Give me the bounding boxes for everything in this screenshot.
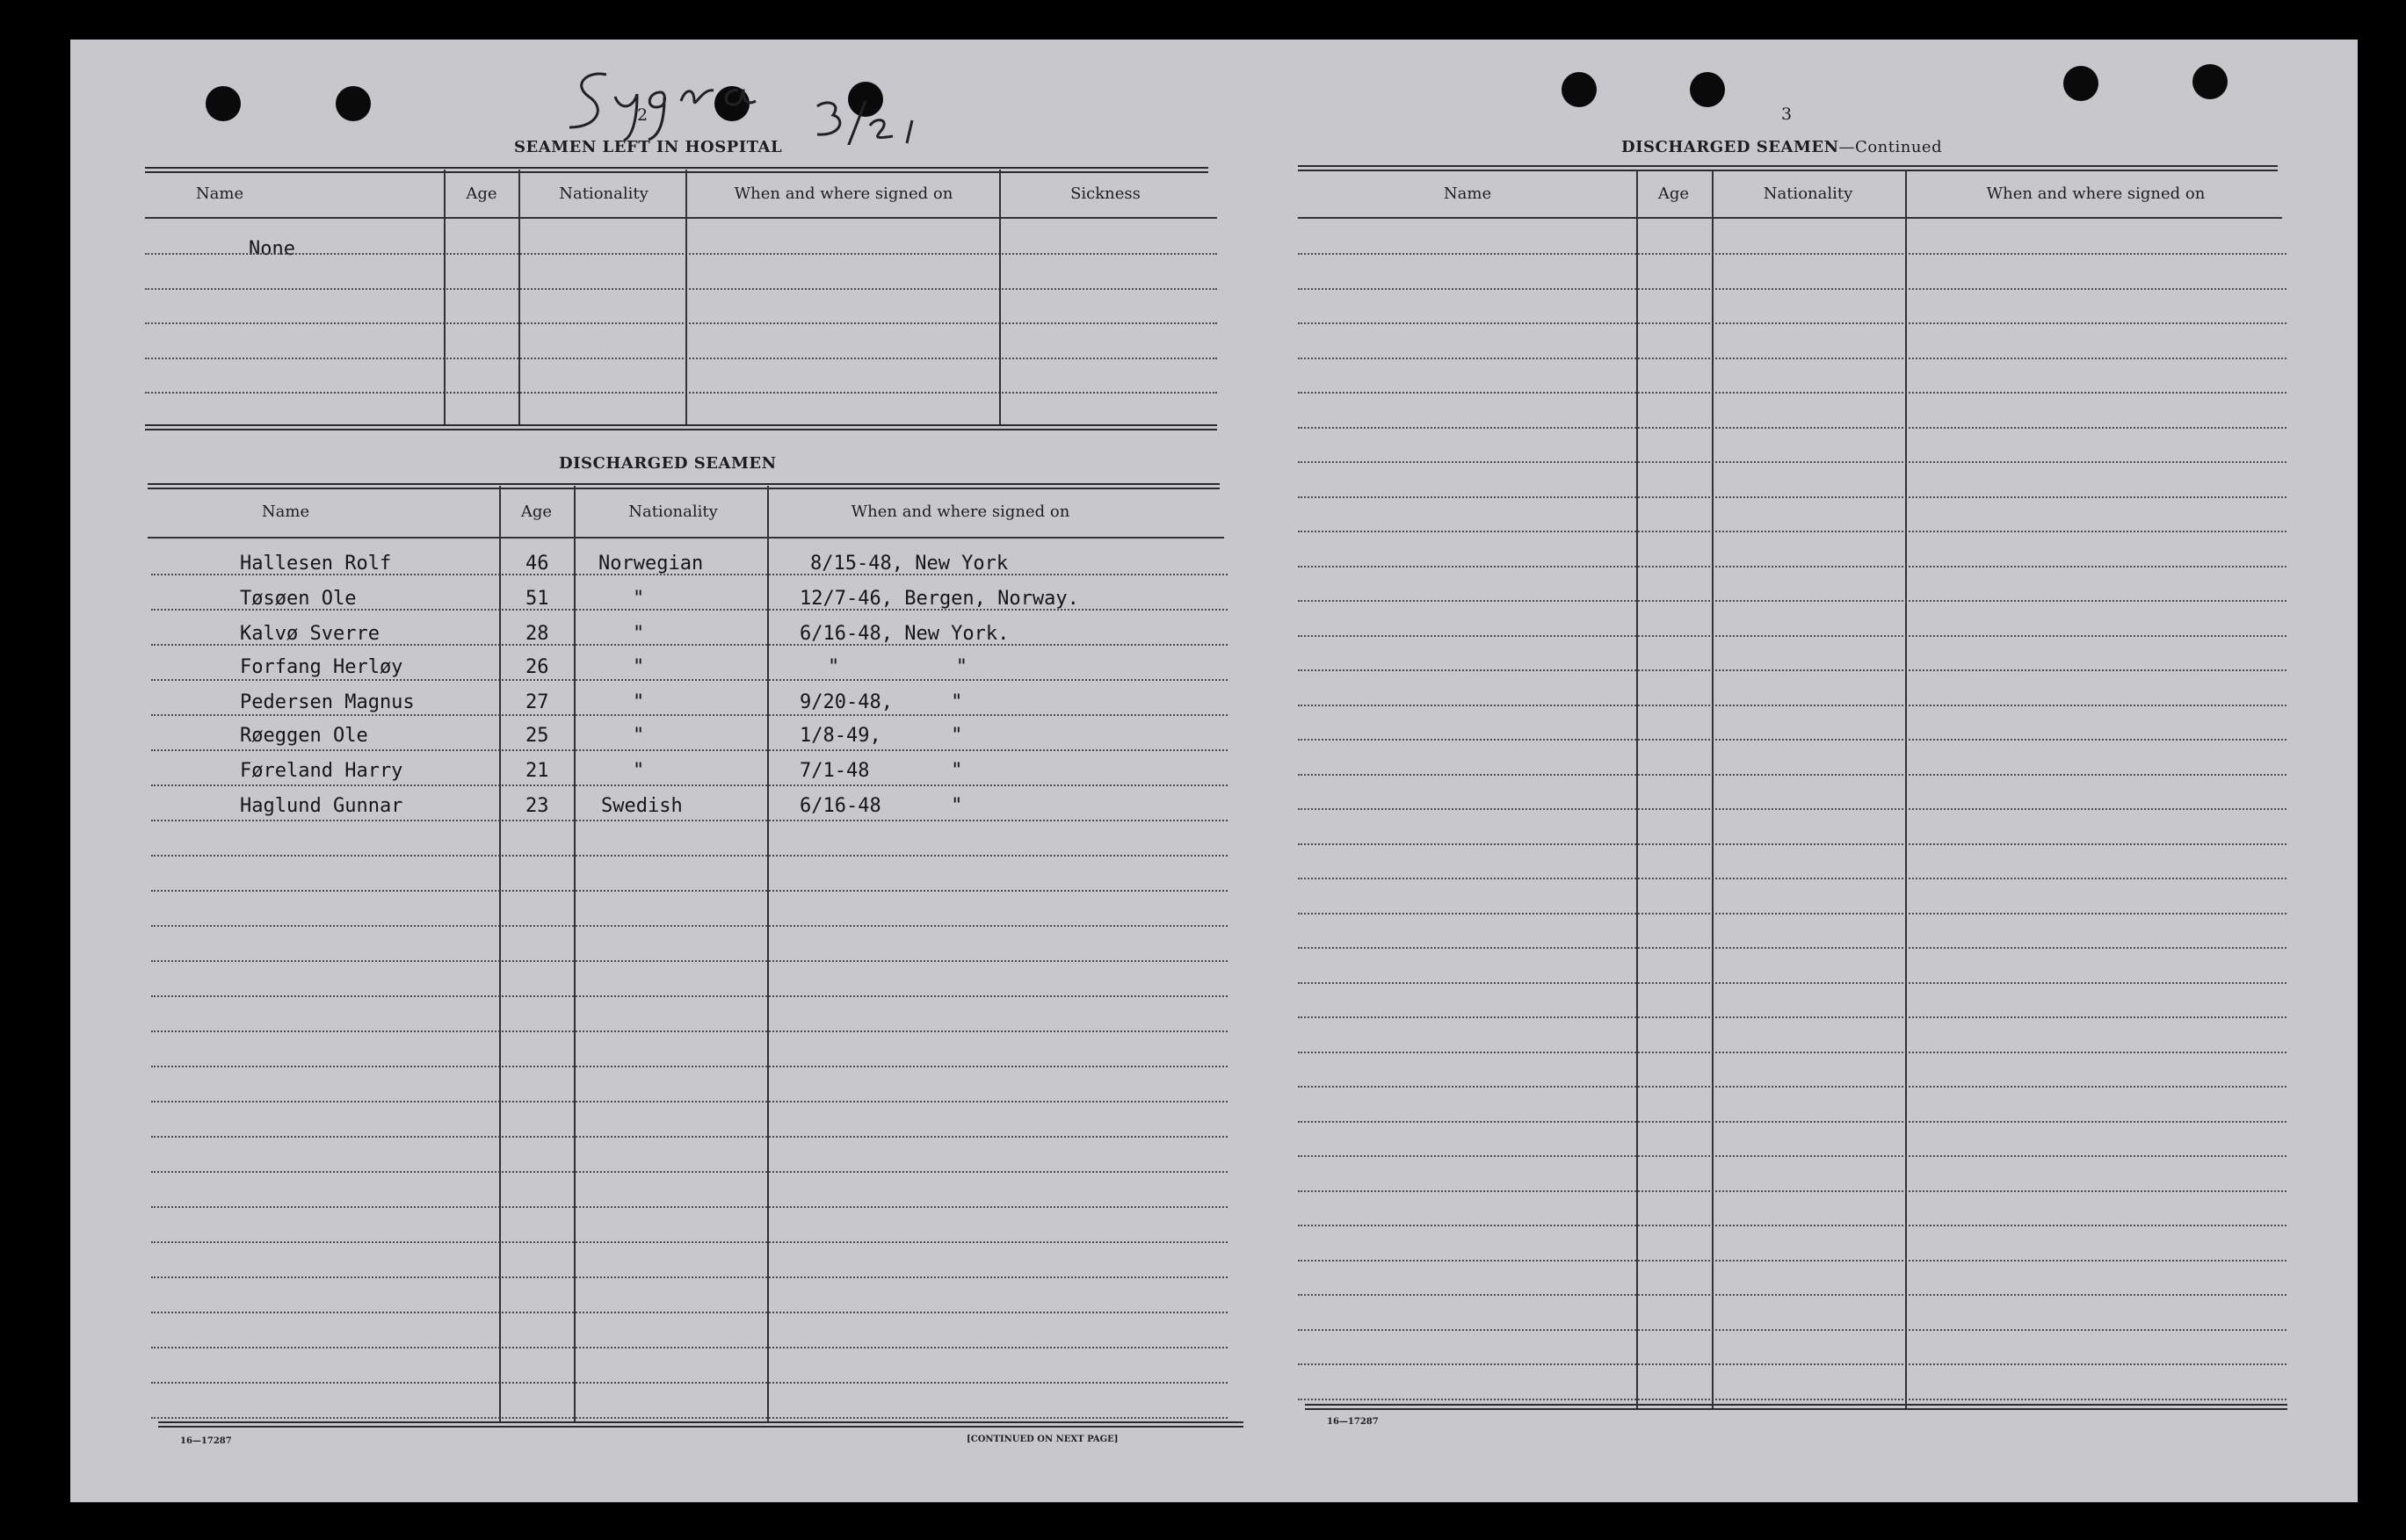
column-header: Sickness — [1070, 184, 1141, 203]
seaman-signed-on: 6/16-48 " — [800, 795, 963, 817]
column-header: Nationality — [559, 184, 649, 203]
seaman-name: Haglund Gunnar — [240, 795, 403, 817]
ruled-line — [1298, 913, 2286, 915]
ruled-line — [151, 574, 1228, 575]
hospital-section-title: SEAMEN LEFT IN HOSPITAL — [514, 138, 783, 156]
seaman-name: Hallesen Rolf — [240, 553, 392, 575]
continued-note: [CONTINUED ON NEXT PAGE] — [967, 1435, 1119, 1444]
ruled-line — [1298, 427, 2286, 429]
ruled-line — [1298, 808, 2286, 810]
column-header: Age — [520, 502, 553, 521]
ruled-line — [1298, 1260, 2286, 1262]
ruled-line — [1298, 1399, 2286, 1400]
ruled-line — [1298, 878, 2286, 879]
ruled-line — [151, 1417, 1228, 1419]
handwritten-annotation — [562, 48, 931, 145]
ruled-line — [1298, 322, 2286, 324]
column-header: Age — [1657, 184, 1690, 203]
punch-hole — [2063, 66, 2098, 101]
ruled-line — [1298, 1086, 2286, 1088]
ruled-line — [1298, 705, 2286, 706]
ruled-line — [151, 1347, 1228, 1348]
ruled-line — [1298, 1155, 2286, 1157]
ruled-line — [151, 1382, 1228, 1384]
form-number: 16—17287 — [180, 1436, 232, 1446]
seaman-age: 46 — [525, 553, 549, 575]
ruled-line — [151, 1101, 1228, 1103]
seaman-name: Kalvø Sverre — [240, 623, 380, 645]
table-top-rule — [145, 167, 1208, 173]
ruled-line — [151, 644, 1228, 646]
ruled-line — [1298, 358, 2286, 359]
ruled-line — [1298, 1329, 2286, 1331]
seaman-age: 27 — [525, 691, 549, 713]
ruled-line — [151, 1276, 1228, 1278]
seaman-nationality: " — [633, 623, 645, 645]
ruled-line — [151, 1206, 1228, 1208]
ruled-line — [151, 1136, 1228, 1138]
page-number-left: 2 — [637, 105, 649, 125]
right-title-main: DISCHARGED SEAMEN — [1621, 138, 1839, 156]
seaman-age: 25 — [525, 725, 549, 747]
seaman-age: 28 — [525, 623, 549, 645]
form-number: 16—17287 — [1327, 1417, 1379, 1427]
ruled-line — [1298, 531, 2286, 532]
ruled-line — [1298, 461, 2286, 463]
ruled-line — [1298, 288, 2286, 290]
seaman-age: 21 — [525, 760, 549, 782]
ruled-line — [151, 995, 1228, 997]
ruled-line — [1298, 566, 2286, 568]
right-title-suffix: —Continued — [1838, 138, 1943, 156]
seaman-age: 51 — [525, 588, 549, 610]
seaman-nationality: Norwegian — [598, 553, 704, 575]
column-header: When and where signed on — [734, 184, 953, 203]
hospital-entry: None — [249, 238, 295, 260]
ruled-line — [151, 679, 1228, 681]
ruled-line — [151, 749, 1228, 751]
ruled-line — [151, 714, 1228, 716]
table-bottom-rule — [158, 1421, 1243, 1428]
column-header: Name — [195, 184, 244, 203]
page-number-right: 3 — [1781, 105, 1793, 124]
ruled-line — [1298, 843, 2286, 845]
ruled-line — [1298, 947, 2286, 949]
right-section-title — [1621, 138, 1942, 156]
seaman-signed-on: 8/15-48, New York — [810, 553, 1009, 575]
ruled-line — [1298, 1225, 2286, 1226]
seaman-nationality: " — [633, 691, 645, 713]
column-header: Name — [261, 502, 310, 521]
ruled-line — [1298, 1294, 2286, 1296]
table-top-rule — [1298, 165, 2278, 171]
table-top-rule — [148, 483, 1220, 489]
seaman-nationality: " — [633, 760, 645, 782]
column-header: When and where signed on — [1986, 184, 2206, 203]
ruled-line — [151, 784, 1228, 786]
punch-hole — [1562, 72, 1597, 107]
ruled-line — [151, 1171, 1228, 1173]
ruled-line — [151, 925, 1228, 927]
ruled-line — [151, 855, 1228, 857]
document-sheet — [70, 40, 2358, 1502]
ruled-line — [151, 890, 1228, 892]
punch-hole — [336, 86, 371, 121]
seaman-nationality: Swedish — [601, 795, 683, 817]
ruled-line — [1298, 392, 2286, 394]
ruled-line — [1298, 635, 2286, 637]
seaman-nationality: " — [633, 725, 645, 747]
seaman-nationality: " — [633, 656, 645, 678]
seaman-signed-on: 1/8-49, " — [800, 725, 963, 747]
ruled-line — [1298, 253, 2286, 255]
punch-hole — [206, 86, 241, 121]
seaman-signed-on: 9/20-48, " — [800, 691, 963, 713]
ruled-line — [1298, 1363, 2286, 1365]
ruled-line — [1298, 1052, 2286, 1053]
seaman-signed-on: 6/16-48, New York. — [800, 623, 1010, 645]
seaman-nationality: " — [633, 588, 645, 610]
ruled-line — [151, 820, 1228, 821]
ruled-line — [151, 960, 1228, 962]
ruled-line — [1298, 1190, 2286, 1192]
ruled-line — [151, 1066, 1228, 1067]
seaman-signed-on: 12/7-46, Bergen, Norway. — [800, 588, 1079, 610]
ruled-line — [151, 1241, 1228, 1243]
ruled-line — [151, 609, 1228, 611]
ruled-line — [1298, 739, 2286, 741]
seaman-name: Forfang Herløy — [240, 656, 403, 678]
table-bottom-rule — [145, 424, 1217, 430]
seaman-age: 26 — [525, 656, 549, 678]
seaman-age: 23 — [525, 795, 549, 817]
ruled-line — [1298, 496, 2286, 498]
column-header: Nationality — [628, 502, 718, 521]
seaman-name: Pedersen Magnus — [240, 691, 415, 713]
punch-hole — [1690, 72, 1725, 107]
column-header: Name — [1443, 184, 1492, 203]
ruled-line — [1298, 1016, 2286, 1018]
ruled-line — [151, 1030, 1228, 1032]
seaman-signed-on: " " — [828, 656, 967, 678]
ruled-line — [151, 1312, 1228, 1313]
column-header: When and where signed on — [851, 502, 1070, 521]
column-header: Nationality — [1763, 184, 1853, 203]
ruled-line — [1298, 982, 2286, 984]
ruled-line — [1298, 600, 2286, 602]
seaman-name: Føreland Harry — [240, 760, 403, 782]
discharged-section-title: DISCHARGED SEAMEN — [559, 454, 777, 473]
ruled-line — [1298, 1121, 2286, 1123]
column-header: Age — [466, 184, 497, 203]
seaman-name: Tøsøen Ole — [240, 588, 357, 610]
table-bottom-rule — [1305, 1404, 2287, 1410]
seaman-name: Røeggen Ole — [240, 725, 368, 747]
punch-hole — [2192, 64, 2228, 99]
ruled-line — [1298, 669, 2286, 671]
seaman-signed-on: 7/1-48 " — [800, 760, 963, 782]
ruled-line — [1298, 774, 2286, 776]
